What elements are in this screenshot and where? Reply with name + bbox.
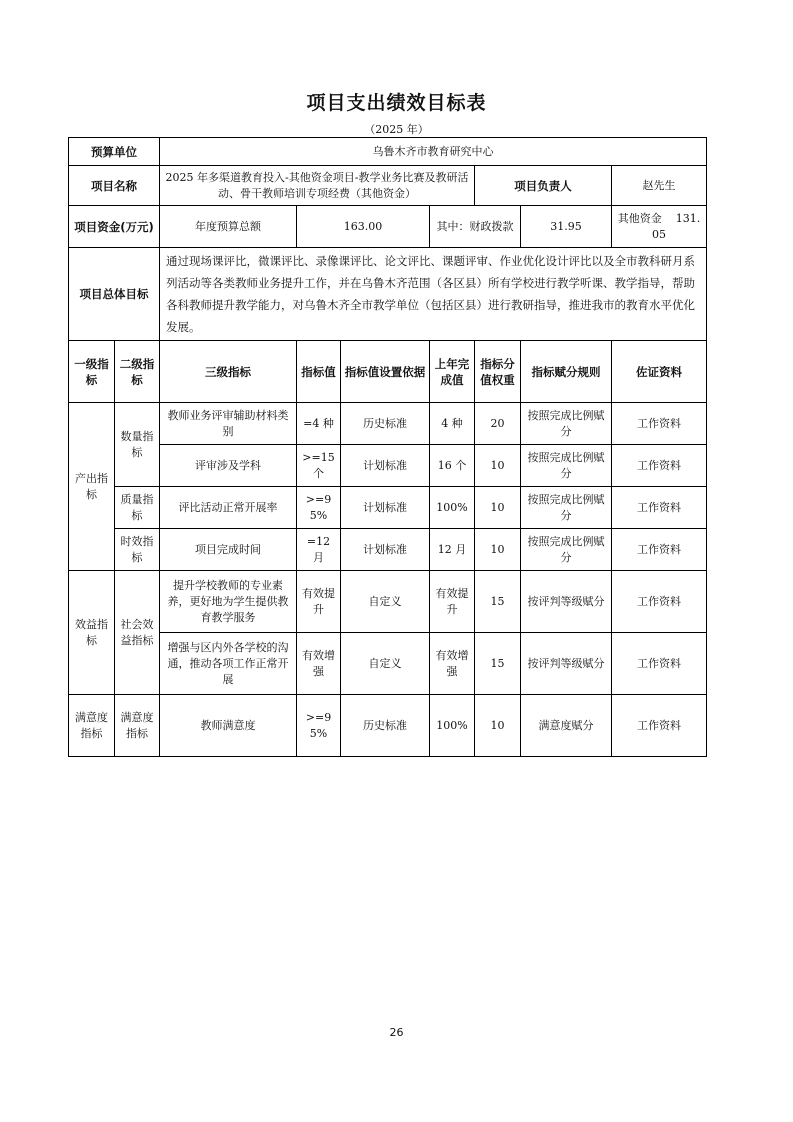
header-cell: 一级指标	[69, 341, 115, 403]
table-row	[69, 571, 707, 633]
basis-cell: 计划标准	[341, 487, 430, 529]
header-cell: 指标分值权重	[475, 341, 521, 403]
performance-table	[68, 137, 707, 757]
level2-cell: 社会效益指标	[115, 571, 160, 695]
header-cell: 指标赋分规则	[521, 341, 612, 403]
project-name-row	[69, 166, 707, 206]
level2-cell: 数量指标	[115, 403, 160, 487]
weight-cell: 15	[475, 633, 521, 695]
rule-cell: 按评判等级赋分	[521, 571, 612, 633]
value-cell: >=15 个	[297, 445, 341, 487]
fiscal-label: 其中：财政拨款	[430, 206, 521, 248]
level3-cell: 评比活动正常开展率	[160, 487, 297, 529]
level3-cell: 提升学校教师的专业素养，更好地为学生提供教育教学服务	[160, 571, 297, 633]
value-cell: =12 月	[297, 529, 341, 571]
last-year-cell: 16 个	[430, 445, 475, 487]
level2-cell: 质量指标	[115, 487, 160, 529]
level1-cell: 产出指标	[69, 403, 115, 571]
header-cell: 佐证资料	[612, 341, 707, 403]
last-year-cell: 4 种	[430, 403, 475, 445]
basis-cell: 计划标准	[341, 445, 430, 487]
header-cell: 二级指标	[115, 341, 160, 403]
value-cell: =4 种	[297, 403, 341, 445]
indicator-header-row	[69, 341, 707, 403]
overall-goal-text: 通过现场课评比，微课评比、录像课评比、论文评比、课题评审、作业优化设计评比以及全市教科研月系列活动等各类教师业务提升工作，并在乌鲁木齐范围（各区县）所有学校进行教学听课、教学指导，帮助各科教师提升教学能力，对乌鲁木齐全市教学单位（包括区县）进行教研指导，推进我市的教育水平优化发展。	[160, 248, 707, 341]
table-row	[69, 529, 707, 571]
last-year-cell: 12 月	[430, 529, 475, 571]
table-row	[69, 695, 707, 757]
weight-cell: 10	[475, 695, 521, 757]
other-funds-cell	[612, 206, 707, 248]
evidence-cell: 工作资料	[612, 633, 707, 695]
level3-cell: 教师业务评审辅助材料类别	[160, 403, 297, 445]
project-name-label: 项目名称	[69, 166, 160, 206]
value-cell: >=95%	[297, 487, 341, 529]
level2-cell: 时效指标	[115, 529, 160, 571]
weight-cell: 10	[475, 487, 521, 529]
evidence-cell: 工作资料	[612, 403, 707, 445]
evidence-cell: 工作资料	[612, 695, 707, 757]
table-row	[69, 633, 707, 695]
table-row	[69, 403, 707, 445]
page-title: 项目支出绩效目标表	[306, 92, 487, 114]
value-cell: 有效增强	[297, 633, 341, 695]
weight-cell: 10	[475, 445, 521, 487]
overall-goal-row	[69, 248, 707, 341]
level3-cell: 教师满意度	[160, 695, 297, 757]
basis-cell: 计划标准	[341, 529, 430, 571]
annual-budget-value: 163.00	[297, 206, 430, 248]
last-year-cell: 100%	[430, 487, 475, 529]
rule-cell: 按照完成比例赋分	[521, 487, 612, 529]
header-cell: 三级指标	[160, 341, 297, 403]
weight-cell: 20	[475, 403, 521, 445]
other-funds-label: 其他资金	[617, 211, 662, 225]
project-lead-label: 项目负责人	[475, 166, 612, 206]
last-year-cell: 有效提升	[430, 571, 475, 633]
fiscal-value: 31.95	[521, 206, 612, 248]
level3-cell: 项目完成时间	[160, 529, 297, 571]
rule-cell: 按照完成比例赋分	[521, 445, 612, 487]
project-lead-value: 赵先生	[612, 166, 707, 206]
budget-unit-label: 预算单位	[69, 138, 160, 166]
basis-cell: 历史标准	[341, 403, 430, 445]
annual-budget-label: 年度预算总额	[160, 206, 297, 248]
funds-label: 项目资金(万元)	[69, 206, 160, 248]
level3-cell: 评审涉及学科	[160, 445, 297, 487]
table-row	[69, 487, 707, 529]
weight-cell: 10	[475, 529, 521, 571]
overall-goal-label: 项目总体目标	[69, 248, 160, 341]
table-row	[69, 445, 707, 487]
budget-unit-row	[69, 138, 707, 166]
budget-unit-value: 乌鲁木齐市教育研究中心	[160, 138, 707, 166]
rule-cell: 按评判等级赋分	[521, 633, 612, 695]
level1-cell: 效益指标	[69, 571, 115, 695]
header-cell: 指标值设置依据	[341, 341, 430, 403]
value-cell: 有效提升	[297, 571, 341, 633]
evidence-cell: 工作资料	[612, 529, 707, 571]
level3-cell: 增强与区内外各学校的沟通，推动各项工作正常开展	[160, 633, 297, 695]
project-name-value: 2025 年多渠道教育投入-其他资金项目-教学业务比赛及教研活动、骨干教师培训专项经费（其他资金）	[160, 166, 475, 206]
other-funds-value: 131.05	[652, 211, 701, 241]
weight-cell: 15	[475, 571, 521, 633]
evidence-cell: 工作资料	[612, 445, 707, 487]
level2-cell: 满意度指标	[115, 695, 160, 757]
basis-cell: 自定义	[341, 571, 430, 633]
rule-cell: 满意度赋分	[521, 695, 612, 757]
value-cell: >=95%	[297, 695, 341, 757]
year-subtitle: （2025 年）	[364, 123, 429, 136]
header-cell: 上年完成值	[430, 341, 475, 403]
last-year-cell: 有效增强	[430, 633, 475, 695]
basis-cell: 自定义	[341, 633, 430, 695]
header-cell: 指标值	[297, 341, 341, 403]
basis-cell: 历史标准	[341, 695, 430, 757]
rule-cell: 按照完成比例赋分	[521, 529, 612, 571]
evidence-cell: 工作资料	[612, 571, 707, 633]
rule-cell: 按照完成比例赋分	[521, 403, 612, 445]
page-number: 26	[389, 1026, 404, 1039]
evidence-cell: 工作资料	[612, 487, 707, 529]
last-year-cell: 100%	[430, 695, 475, 757]
funds-row	[69, 206, 707, 248]
level1-cell: 满意度指标	[69, 695, 115, 757]
